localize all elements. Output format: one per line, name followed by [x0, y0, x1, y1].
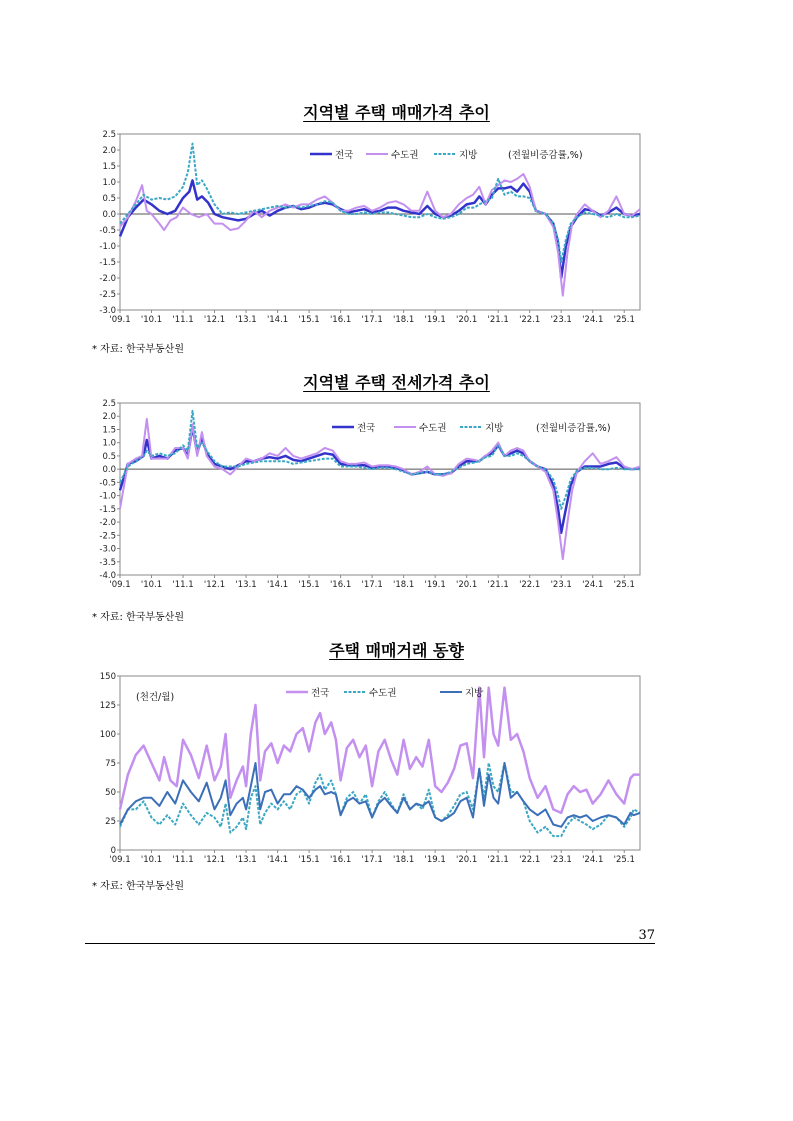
y-tick-label: -1.5 [99, 504, 116, 515]
y-tick-label: -1.0 [99, 491, 116, 502]
legend-label-2: 수도권 [369, 688, 397, 699]
x-tick-label: '19.1 [424, 580, 446, 590]
x-tick-label: '21.1 [487, 315, 509, 325]
x-tick-label: '25.1 [613, 580, 635, 590]
y-tick-label: -2.5 [99, 290, 116, 300]
series-line-2 [120, 419, 640, 559]
y-tick-label: -2.5 [99, 531, 116, 542]
x-tick-label: '23.1 [550, 855, 572, 865]
series-line-1 [120, 427, 640, 533]
x-tick-label: '19.1 [424, 315, 446, 325]
chart-title-transactions: 주택 매매거래 동향 [329, 641, 464, 660]
legend-label-2: 수도권 [391, 150, 419, 161]
y-tick-label: -2.0 [99, 518, 116, 529]
transaction-chart [88, 666, 648, 872]
unit-note: (전월비증감률,%) [508, 150, 583, 161]
x-tick-label: '20.1 [456, 315, 478, 325]
page-number: 37 [638, 928, 655, 943]
x-tick-label: '17.1 [361, 855, 383, 865]
legend-label-3: 지방 [465, 688, 484, 699]
x-tick-label: '22.1 [519, 315, 541, 325]
unit-note: (천건/월) [136, 692, 175, 703]
x-tick-label: '24.1 [582, 315, 604, 325]
x-tick-label: '14.1 [266, 315, 289, 325]
x-tick-label: '11.1 [172, 580, 194, 590]
x-tick-label: '09.1 [109, 855, 131, 865]
x-tick-label: '20.1 [456, 855, 478, 865]
y-tick-label: 1.0 [102, 178, 116, 188]
x-tick-label: '09.1 [109, 580, 131, 590]
x-tick-label: '18.1 [393, 580, 415, 590]
source-note-transactions: * 자료: 한국부동산원 [92, 881, 185, 892]
x-tick-label: '25.1 [613, 315, 635, 325]
y-tick-label: 0 [110, 846, 116, 856]
legend-label-1: 전국 [357, 423, 376, 434]
x-tick-label: '09.1 [109, 315, 131, 325]
y-tick-label: -1.5 [99, 258, 116, 268]
x-tick-label: '14.1 [266, 580, 289, 590]
y-tick-label: 2.5 [102, 130, 116, 140]
chart-title-lease: 지역별 주택 전세가격 추이 [303, 373, 490, 392]
x-tick-label: '19.1 [424, 855, 446, 865]
y-tick-label: -0.5 [99, 478, 116, 489]
y-tick-label: 50 [105, 788, 116, 798]
y-tick-label: 1.5 [102, 162, 116, 172]
x-tick-label: '22.1 [519, 580, 541, 590]
x-tick-label: '10.1 [140, 315, 163, 325]
x-tick-label: '15.1 [298, 855, 320, 865]
source-note-lease: * 자료: 한국부동산원 [92, 612, 185, 623]
x-tick-label: '13.1 [235, 315, 257, 325]
x-tick-label: '21.1 [487, 855, 509, 865]
x-tick-label: '16.1 [329, 855, 352, 865]
x-tick-label: '20.1 [456, 580, 478, 590]
y-tick-label: 2.5 [102, 399, 116, 409]
x-tick-label: '25.1 [613, 855, 635, 865]
chart-title-sale: 지역별 주택 매매가격 추이 [303, 103, 490, 122]
series-line-1 [120, 180, 640, 278]
x-tick-label: '21.1 [487, 580, 509, 590]
y-tick-label: 100 [99, 730, 116, 740]
legend-label-2: 수도권 [419, 423, 447, 434]
y-tick-label: 150 [99, 672, 116, 682]
y-tick-label: -1.0 [99, 242, 116, 252]
x-tick-label: '13.1 [235, 580, 257, 590]
x-tick-label: '12.1 [203, 580, 226, 590]
y-tick-label: 125 [99, 701, 116, 711]
legend-label-1: 전국 [311, 688, 330, 699]
y-tick-label: 2.0 [102, 146, 116, 156]
x-tick-label: '23.1 [550, 580, 572, 590]
series-line-3 [120, 144, 640, 262]
y-tick-label: 1.0 [102, 438, 116, 449]
x-tick-label: '10.1 [140, 855, 163, 865]
x-tick-label: '10.1 [140, 580, 163, 590]
y-tick-label: 1.5 [102, 425, 116, 436]
x-tick-label: '18.1 [393, 855, 415, 865]
x-tick-label: '11.1 [172, 315, 194, 325]
x-tick-label: '13.1 [235, 855, 257, 865]
footer-divider [85, 943, 655, 944]
unit-note: (전월비증감률,%) [536, 423, 611, 434]
legend-label-3: 지방 [485, 423, 504, 434]
y-tick-label: 0.0 [102, 465, 116, 476]
series-line-1 [120, 688, 640, 813]
x-tick-label: '12.1 [203, 315, 226, 325]
legend-label-1: 전국 [335, 150, 354, 161]
y-tick-label: 0.5 [102, 451, 116, 462]
x-tick-label: '15.1 [298, 315, 320, 325]
x-tick-label: '23.1 [550, 315, 572, 325]
y-tick-label: -3.5 [99, 557, 116, 568]
x-tick-label: '17.1 [361, 580, 383, 590]
x-tick-label: '15.1 [298, 580, 320, 590]
y-tick-label: 25 [105, 817, 116, 827]
legend-label-3: 지방 [459, 150, 478, 161]
x-tick-label: '16.1 [329, 580, 352, 590]
x-tick-label: '22.1 [519, 855, 541, 865]
x-tick-label: '24.1 [582, 855, 604, 865]
sale-price-chart [88, 124, 648, 342]
y-tick-label: 75 [105, 759, 116, 769]
y-tick-label: -3.0 [99, 544, 116, 555]
x-tick-label: '16.1 [329, 315, 352, 325]
x-tick-label: '11.1 [172, 855, 194, 865]
y-tick-label: -4.0 [99, 571, 116, 581]
y-tick-label: 0.5 [102, 194, 116, 204]
source-note-sale: * 자료: 한국부동산원 [92, 344, 185, 355]
x-tick-label: '18.1 [393, 315, 415, 325]
lease-price-chart [88, 394, 648, 600]
x-tick-label: '12.1 [203, 855, 226, 865]
y-tick-label: 0.0 [102, 210, 116, 220]
x-tick-label: '17.1 [361, 315, 383, 325]
y-tick-label: -0.5 [99, 226, 116, 236]
x-tick-label: '24.1 [582, 580, 604, 590]
y-tick-label: 2.0 [102, 412, 116, 423]
y-tick-label: -3.0 [99, 306, 116, 316]
y-tick-label: -2.0 [99, 274, 116, 284]
x-tick-label: '14.1 [266, 855, 289, 865]
